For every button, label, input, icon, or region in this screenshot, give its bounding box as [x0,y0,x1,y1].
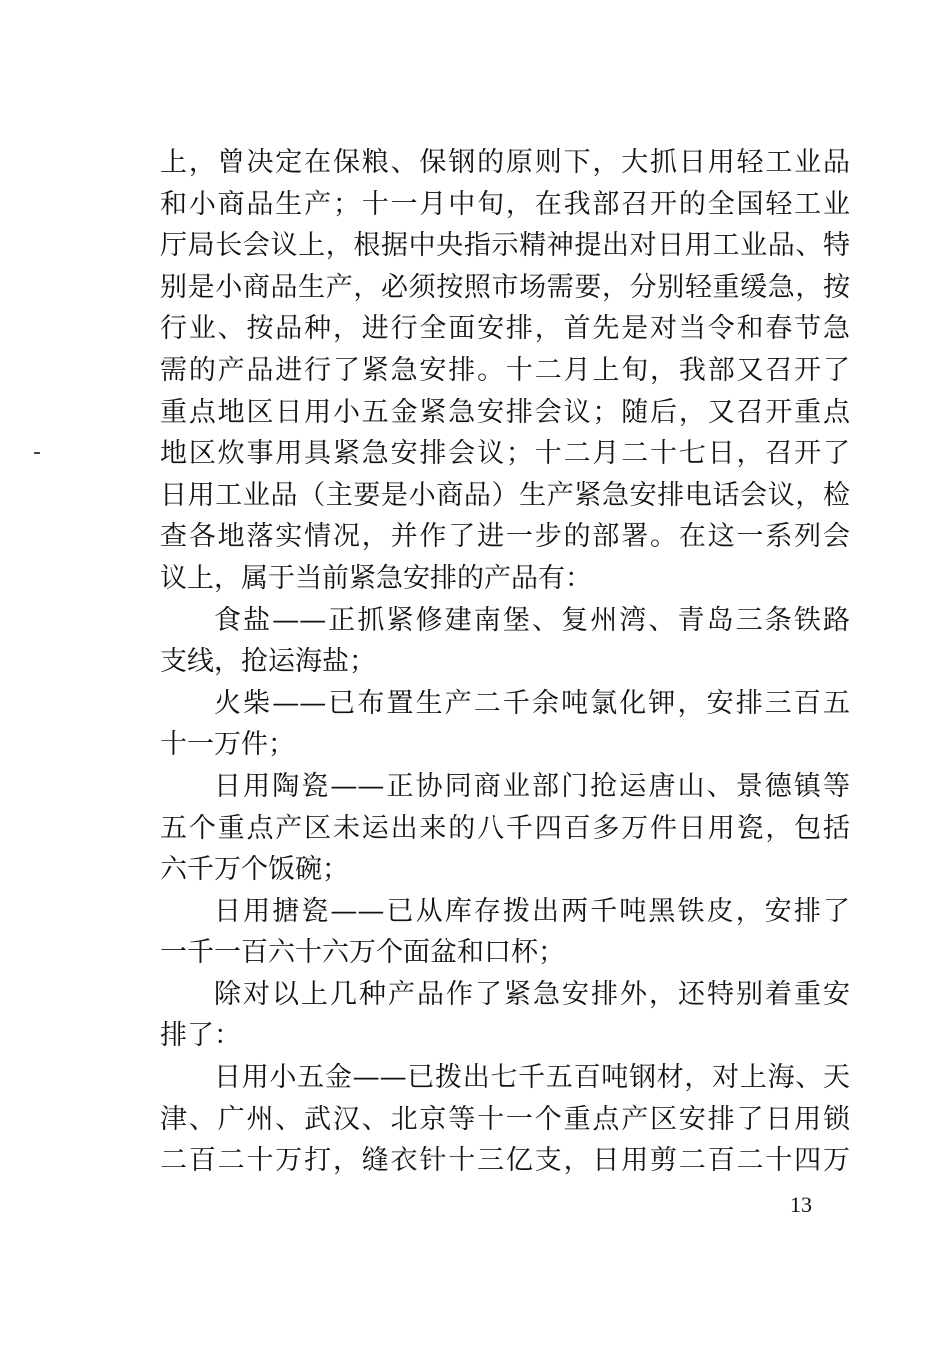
paragraph-first-line: 火柴——已布置生产二千余吨氯化钾，安排三百五 [214,687,850,719]
text-line: 地区炊事用具紧急安排会议；十二月二十七日，召开了 [160,438,850,470]
text-line: 行业、按品种，进行全面安排，首先是对当令和春节急 [160,313,850,345]
text-line: 上，曾决定在保粮、保钢的原则下，大抓日用轻工业品 [160,147,850,178]
text-line: 支线，抢运海盐； [160,646,376,678]
text-line: 厅局长会议上，根据中央指示精神提出对日用工业品、特 [160,230,850,262]
text-line: 一千一百六十六万个面盆和口杯； [160,937,565,969]
text-line: 重点地区日用小五金紧急安排会议；随后，又召开重点 [160,396,850,428]
paragraph-first-line: 日用陶瓷——正协同商业部门抢运唐山、景德镇等 [214,770,850,802]
text-line: 和小商品生产；十一月中旬，在我部召开的全国轻工业 [160,188,850,220]
paragraph-first-line: 食盐——正抓紧修建南堡、复州湾、青岛三条铁路 [214,604,850,636]
text-line: 别是小商品生产，必须按照市场需要，分别轻重缓急，按 [160,271,850,303]
text-line: 议上，属于当前紧急安排的产品有： [160,562,592,594]
text-line: 五个重点产区未运出来的八千四百多万件日用瓷，包括 [160,812,850,844]
paragraph-first-line: 除对以上几种产品作了紧急安排外，还特别着重安 [214,978,850,1010]
text-line: 十一万件； [160,729,295,761]
body-text [160,142,850,1182]
scan-speck [34,452,40,454]
text-line: 六千万个饭碗； [160,854,349,886]
text-line: 排了： [160,1020,241,1052]
text-line: 津、广州、武汉、北京等十一个重点产区安排了日用锁 [160,1103,850,1135]
text-line: 查各地落实情况，并作了进一步的部署。在这一系列会 [160,521,850,553]
text-line: 日用工业品（主要是小商品）生产紧急安排电话会议，检 [160,479,850,511]
paragraph-first-line: 日用小五金——已拨出七千五百吨钢材，对上海、天 [214,1062,850,1094]
page-number: 13 [790,1192,812,1217]
text-line: 二百二十万打，缝衣针十三亿支，日用剪二百二十四万 [160,1145,850,1177]
text-line: 需的产品进行了紧急安排。十二月上旬，我部又召开了 [160,354,850,386]
paragraph-first-line: 日用搪瓷——已从库存拨出两千吨黑铁皮，安排了 [214,895,850,927]
